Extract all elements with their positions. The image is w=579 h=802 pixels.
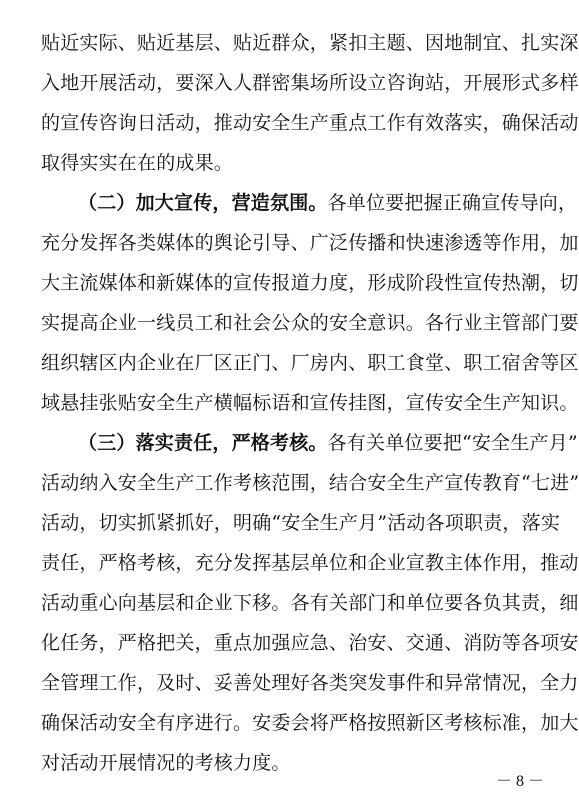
section-3-first-line	[78, 431, 578, 455]
paragraph-line: 的宣传咨询日活动，推动安全生产重点工作有效落实，确保活动	[41, 112, 579, 134]
paragraph-line: 活动，切实抓紧抓好，明确“安全生产月”活动各项职责，落实	[41, 512, 561, 534]
paragraph-line: 全管理工作，及时、妥善处理好各类突发事件和异常情况，全力	[41, 672, 579, 694]
paragraph-line: 域悬挂张贴安全生产横幅标语和宣传挂图，宣传安全生产知识。	[41, 392, 579, 414]
page-number: － 8 －	[495, 773, 544, 790]
section-2-first-line	[78, 191, 578, 215]
paragraph-line: 取得实实在在的成果。	[41, 152, 234, 174]
paragraph-line: 化任务，严格把关，重点加强应急、治安、交通、消防等各项安	[41, 632, 579, 654]
section-2-first-line-text: 各单位要把握正确宣传导向，	[327, 192, 578, 214]
paragraph-line: 活动重心向基层和企业下移。各有关部门和单位要各负其责，细	[41, 592, 579, 614]
paragraph-line: 责任，严格考核，充分发挥基层单位和企业宣教主体作用，推动	[41, 552, 579, 574]
paragraph-line: 对活动开展情况的考核力度。	[41, 752, 291, 774]
section-2-heading: （二）加大宣传，营造氛围。	[78, 192, 328, 214]
paragraph-line: 大主流媒体和新媒体的宣传报道力度，形成阶段性宣传热潮，切	[41, 272, 579, 294]
section-3-first-line-text: 各有关单位要把“安全生产月”	[327, 432, 578, 454]
section-3-heading: （三）落实责任，严格考核。	[78, 432, 328, 454]
paragraph-line: 充分发挥各类媒体的舆论引导、广泛传播和快速渗透等作用，加	[41, 232, 579, 254]
paragraph-line: 组织辖区内企业在厂区正门、厂房内、职工食堂、职工宿舍等区	[41, 352, 579, 374]
paragraph-line: 确保活动安全有序进行。安委会将严格按照新区考核标准，加大	[41, 712, 579, 734]
paragraph-line: 入地开展活动，要深入人群密集场所设立咨询站，开展形式多样	[41, 72, 579, 94]
paragraph-line: 活动纳入安全生产工作考核范围，结合安全生产宣传教育“七进”	[41, 472, 579, 494]
paragraph-line: 贴近实际、贴近基层、贴近群众，紧扣主题、因地制宜、扎实深	[41, 32, 579, 54]
paragraph-line: 实提高企业一线员工和社会公众的安全意识。各行业主管部门要	[41, 312, 579, 334]
